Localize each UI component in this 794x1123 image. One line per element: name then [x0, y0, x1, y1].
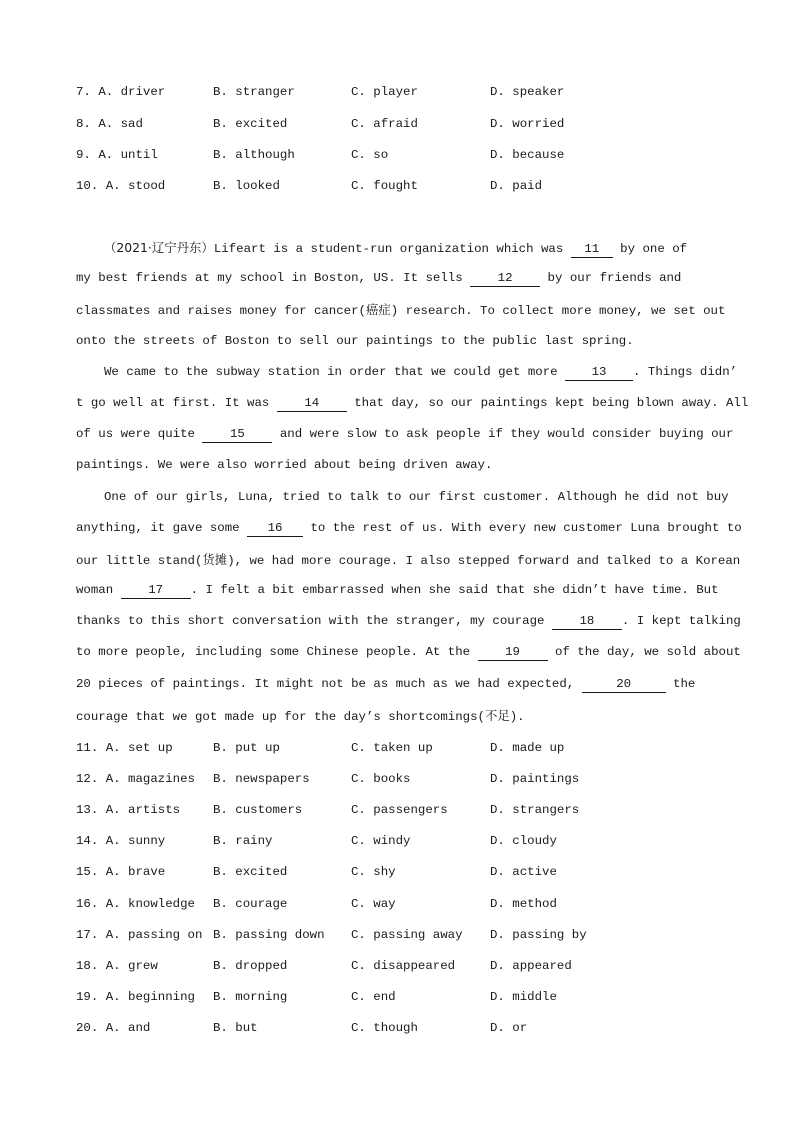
question-18-option-b: B. dropped — [213, 959, 288, 973]
passage-line — [76, 637, 741, 668]
question-15-option-c: C. shy — [351, 865, 396, 879]
question-16-option-a — [76, 894, 195, 914]
passage-line — [76, 263, 716, 294]
question-13-option-b: B. customers — [213, 803, 303, 817]
question-number: 16. — [76, 897, 99, 911]
question-11-option-c: C. taken up — [351, 741, 433, 755]
question-number: 8. — [76, 117, 91, 131]
passage-text: anything, it gave some — [76, 520, 248, 535]
question-10-option-a — [76, 176, 165, 196]
blank-19: 19 — [478, 644, 548, 661]
passage-text: . I kept talking — [621, 614, 741, 629]
option-a: A. until — [98, 148, 158, 162]
blank-17: 17 — [121, 582, 191, 599]
option-a: A. set up — [105, 741, 173, 755]
passage-line — [76, 450, 716, 481]
question-18-option-a — [76, 956, 158, 976]
passage-text: . I felt a bit embarrassed when she said that she didn’t have time. But — [190, 583, 719, 598]
question-17-option-b: B. passing down — [213, 928, 325, 942]
question-12-option-a — [76, 769, 195, 789]
question-15-option-a — [76, 862, 165, 882]
question-11-option-b: B. put up — [213, 741, 280, 755]
question-7-option-c: C. player — [351, 85, 418, 99]
passage-text: onto the streets of Boston to sell our paintings to the public last spring. — [76, 333, 634, 348]
question-10-option-d: D. paid — [490, 179, 543, 193]
blank-14: 14 — [277, 395, 347, 412]
passage-line — [76, 700, 716, 731]
question-20-option-d: D. or — [490, 1021, 528, 1035]
passage-text: ). — [509, 709, 525, 724]
question-number: 9. — [76, 148, 91, 162]
passage-text: thanks to this short conversation with the stranger, my courage — [76, 614, 552, 629]
passage-cjk: 癌症 — [366, 302, 391, 318]
question-20-option-a — [76, 1018, 150, 1038]
question-14-option-b: B. rainy — [213, 834, 273, 848]
passage-text: that day, so our paintings kept being blown away. All — [346, 395, 749, 410]
passage-text: our little stand( — [76, 553, 203, 568]
passage-text: 20 pieces of paintings. It might not be as much as we had expected, — [76, 676, 582, 691]
question-12-option-d: D. paintings — [490, 772, 580, 786]
passage-line — [76, 419, 734, 450]
question-9-option-c: C. so — [351, 148, 389, 162]
question-17-option-a — [76, 925, 202, 945]
question-13-option-d: D. strangers — [490, 803, 580, 817]
question-number: 7. — [76, 85, 91, 99]
passage-text: my best friends at my school in Boston, US. It sells — [76, 271, 471, 286]
option-a: A. and — [105, 1021, 151, 1035]
passage-text: paintings. We were also worried about being driven away. — [76, 458, 493, 473]
question-14-option-d: D. cloudy — [490, 834, 557, 848]
option-a: A. artists — [105, 803, 181, 817]
question-9-option-a — [76, 145, 158, 165]
passage-line — [76, 513, 742, 544]
blank-20: 20 — [582, 676, 666, 693]
question-number: 18. — [76, 959, 99, 973]
passage-text: to more people, including some Chinese people. At the — [76, 645, 478, 660]
question-20-option-b: B. but — [213, 1021, 258, 1035]
question-9-option-d: D. because — [490, 148, 565, 162]
option-a: A. sad — [98, 117, 143, 131]
passage-text: . Things didn’ — [633, 364, 738, 379]
question-19-option-d: D. middle — [490, 990, 557, 1004]
passage-text: and were slow to ask people if they would consider buying our — [272, 427, 734, 442]
question-17-option-d: D. passing by — [490, 928, 587, 942]
option-a: A. passing on — [105, 928, 203, 942]
question-18-option-d: D. appeared — [490, 959, 572, 973]
question-12-option-c: C. books — [351, 772, 411, 786]
question-7-option-d: D. speaker — [490, 85, 565, 99]
blank-15: 15 — [202, 426, 272, 443]
passage-line — [76, 575, 719, 606]
option-a: A. beginning — [105, 990, 195, 1004]
passage-text: by our friends and — [540, 271, 682, 286]
option-a: A. sunny — [105, 834, 166, 848]
question-16-option-c: C. way — [351, 897, 396, 911]
question-12-option-b: B. newspapers — [213, 772, 310, 786]
option-a: A. stood — [105, 179, 166, 193]
blank-18: 18 — [552, 613, 622, 630]
passage-text: classmates and raises money for cancer( — [76, 304, 366, 319]
question-7-option-b: B. stranger — [213, 85, 295, 99]
question-13-option-c: C. passengers — [351, 803, 448, 817]
passage-text: of the day, we sold about — [547, 645, 741, 660]
passage-text: One of our girls, Luna, tried to talk to our first customer. Although he did not buy — [104, 489, 729, 504]
passage-line — [76, 544, 741, 575]
blank-13: 13 — [565, 364, 633, 381]
passage-line — [76, 357, 738, 388]
question-8-option-b: B. excited — [213, 117, 288, 131]
question-number: 11. — [76, 741, 99, 755]
question-8-option-a — [76, 114, 143, 134]
question-16-option-b: B. courage — [213, 897, 288, 911]
passage-text: of us were quite — [76, 427, 203, 442]
passage-text: by one of — [612, 242, 688, 256]
question-14-option-c: C. windy — [351, 834, 411, 848]
question-7-option-a — [76, 82, 165, 102]
question-number: 13. — [76, 803, 99, 817]
question-9-option-b: B. although — [213, 148, 295, 162]
passage-line — [76, 232, 716, 263]
passage-line — [76, 606, 741, 637]
question-number: 20. — [76, 1021, 99, 1035]
passage-text: ), we had more courage. I also stepped forward and talked to a Korean — [227, 553, 741, 568]
question-14-option-a — [76, 831, 165, 851]
question-number: 15. — [76, 865, 99, 879]
question-8-option-c: C. afraid — [351, 117, 418, 131]
question-20-option-c: C. though — [351, 1021, 418, 1035]
question-18-option-c: C. disappeared — [351, 959, 456, 973]
blank-11: 11 — [571, 241, 613, 258]
passage-cjk: 不足 — [484, 707, 510, 723]
question-number: 12. — [76, 772, 99, 786]
question-11-option-d: D. made up — [490, 741, 565, 755]
passage-text: courage that we got made up for the day’s shortcomings( — [76, 709, 485, 724]
question-19-option-c: C. end — [351, 990, 396, 1004]
passage-text: Lifeart is a student-run organization which was — [213, 242, 571, 256]
option-a: A. brave — [105, 865, 166, 879]
question-number: 19. — [76, 990, 99, 1004]
passage-text: the — [665, 676, 696, 691]
question-number: 10. — [76, 179, 99, 193]
blank-16: 16 — [247, 520, 303, 537]
passage-line — [76, 388, 749, 419]
question-19-option-a — [76, 987, 195, 1007]
option-a: A. driver — [98, 85, 166, 99]
question-11-option-a — [76, 738, 173, 758]
question-number: 14. — [76, 834, 99, 848]
cloze-passage — [76, 232, 749, 731]
source-tag: （2021·辽宁丹东） — [104, 240, 214, 255]
question-number: 17. — [76, 928, 99, 942]
passage-text: woman — [76, 583, 121, 598]
question-13-option-a — [76, 800, 180, 820]
question-15-option-b: B. excited — [213, 865, 288, 879]
passage-text: We came to the subway station in order that we could get more — [104, 364, 566, 379]
option-a: A. knowledge — [105, 897, 195, 911]
question-17-option-c: C. passing away — [351, 928, 463, 942]
passage-line — [76, 294, 726, 325]
question-10-option-b: B. looked — [213, 179, 280, 193]
passage-text: t go well at first. It was — [76, 395, 277, 410]
question-19-option-b: B. morning — [213, 990, 288, 1004]
passage-cjk: 货摊 — [202, 551, 228, 567]
blank-12: 12 — [470, 270, 540, 287]
passage-line — [76, 482, 729, 513]
passage-text: ) research. To collect more money, we set out — [390, 304, 726, 319]
passage-line — [76, 326, 716, 357]
option-a: A. magazines — [105, 772, 195, 786]
option-a: A. grew — [105, 959, 158, 973]
passage-text: to the rest of us. With every new customer Luna brought to — [303, 520, 742, 535]
question-16-option-d: D. method — [490, 897, 557, 911]
question-15-option-d: D. active — [490, 865, 557, 879]
question-8-option-d: D. worried — [490, 117, 565, 131]
question-10-option-c: C. fought — [351, 179, 418, 193]
passage-line — [76, 669, 716, 700]
